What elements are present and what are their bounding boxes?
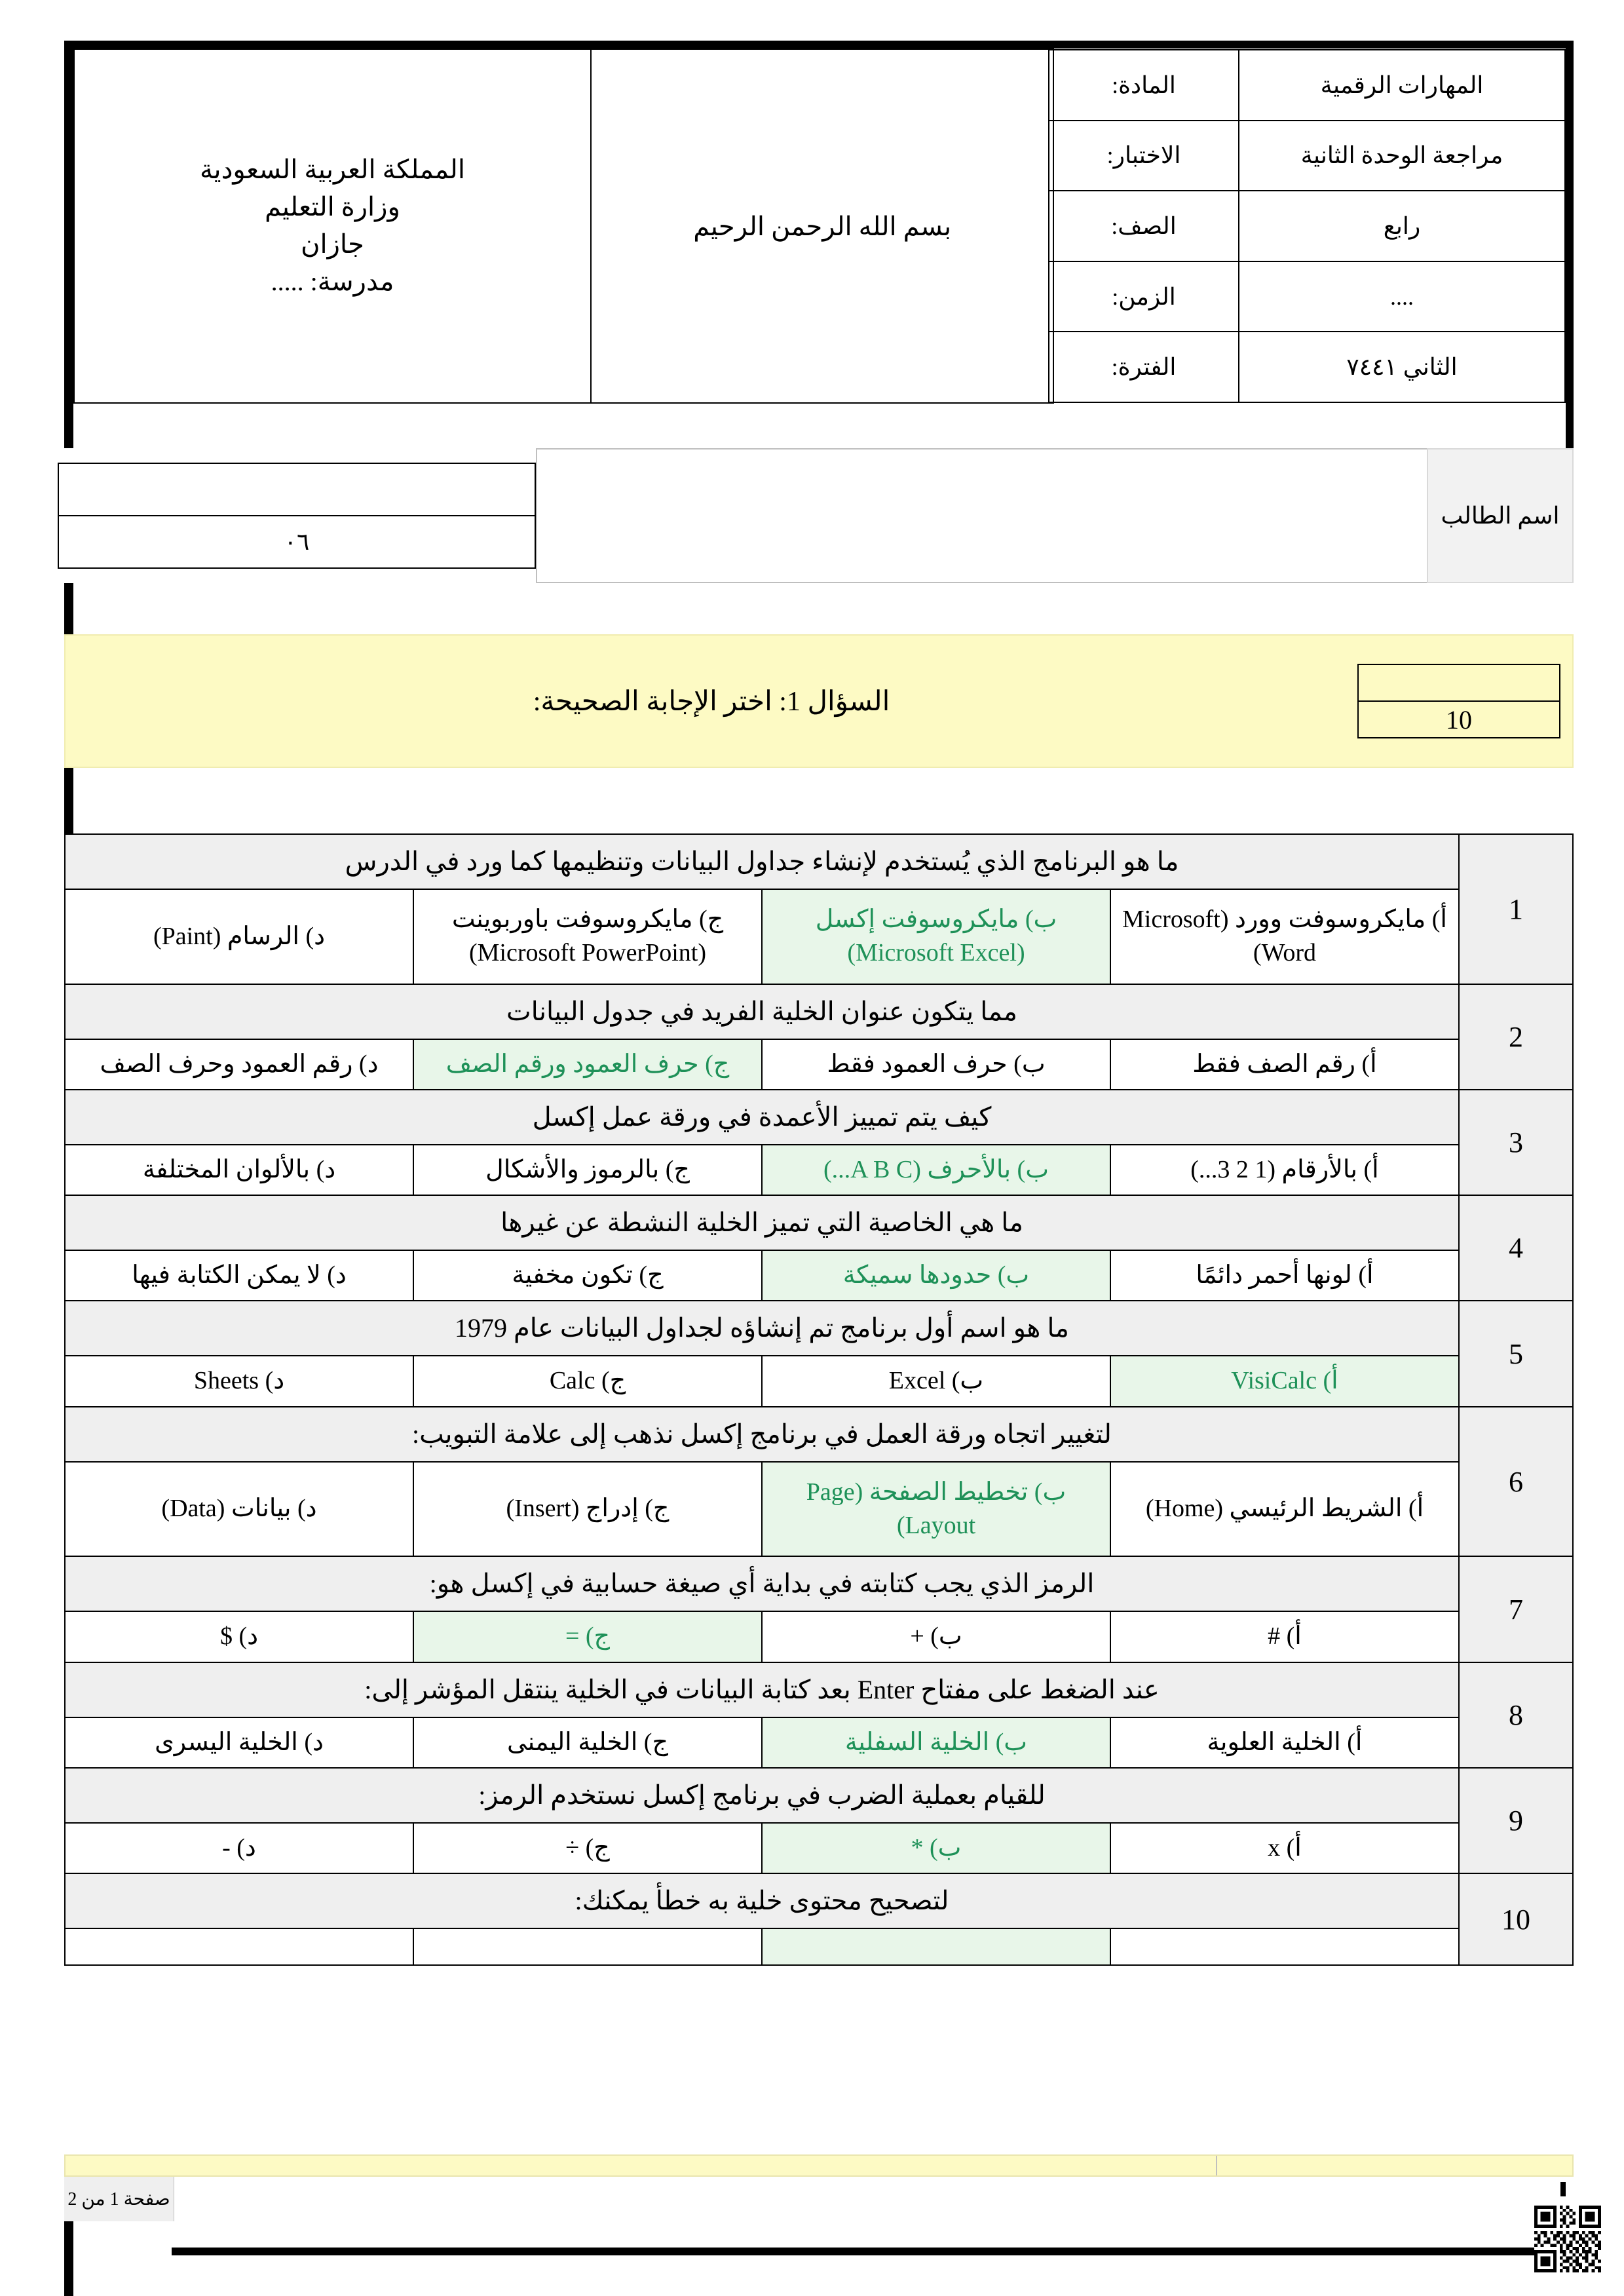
question-number: 1	[1459, 834, 1573, 984]
header-table	[73, 48, 1566, 404]
option-c-correct[interactable]: ج) =	[413, 1611, 762, 1662]
mark-value-top[interactable]	[58, 463, 535, 516]
question-text: لتصحيح محتوى خلية به خطأ يمكنك:	[65, 1873, 1459, 1928]
info-label-subject: المادة:	[1049, 50, 1239, 121]
exam-info-table	[1048, 49, 1566, 403]
option-d[interactable]	[65, 1928, 413, 1965]
page-footer	[64, 2177, 1574, 2221]
option-d[interactable]: د) Sheets	[65, 1356, 413, 1406]
option-b[interactable]: ب) حرف العمود فقط	[762, 1039, 1110, 1090]
options-row	[65, 1356, 1573, 1406]
bottom-yellow-divider	[1216, 2156, 1217, 2175]
option-b-correct[interactable]: ب) حدودها سميكة	[762, 1250, 1110, 1301]
question-row	[65, 984, 1573, 1039]
info-row-grade	[1049, 191, 1565, 261]
question1-banner	[64, 634, 1574, 768]
option-b-correct[interactable]: ب) الخلية السفلية	[762, 1717, 1110, 1768]
page-top-rule	[73, 41, 1574, 48]
option-b-correct[interactable]: ب) تخطيط الصفحة (Page Layout)	[762, 1462, 1110, 1557]
info-label-term: الفترة:	[1049, 332, 1239, 402]
question1-banner-table	[66, 636, 1572, 767]
info-row-time	[1049, 261, 1565, 332]
option-c[interactable]	[413, 1928, 762, 1965]
question-row	[65, 1768, 1573, 1823]
school-identity-block	[74, 49, 591, 403]
school-identity-line-0: المملكة العربية السعودية	[199, 155, 465, 185]
option-d[interactable]: د) الخلية اليسرى	[65, 1717, 413, 1768]
student-name-table	[58, 448, 1574, 583]
question-row	[65, 1090, 1573, 1145]
questions-table-body	[65, 834, 1573, 1965]
left-margin-bar-3	[64, 768, 73, 833]
question-number: 6	[1459, 1407, 1573, 1557]
option-b[interactable]: ب) +	[762, 1611, 1110, 1662]
question-row	[65, 1195, 1573, 1250]
option-a[interactable]: أ) الخلية العلوية	[1110, 1717, 1459, 1768]
questions-table	[64, 833, 1574, 1966]
school-identity-line-2: جازان	[301, 229, 364, 259]
qr-code-icon	[1534, 2206, 1601, 2272]
question1-banner-row	[66, 636, 1572, 767]
info-row-subject	[1049, 50, 1565, 121]
options-row	[65, 1250, 1573, 1301]
mark-row-bottom	[58, 516, 535, 568]
question-number: 7	[1459, 1556, 1573, 1662]
left-margin-bar-2	[64, 583, 73, 634]
option-c[interactable]: ج) مايكروسوفت باوربوينت (Microsoft PowerPoint)	[413, 889, 762, 984]
mark-pad-row-top	[58, 449, 535, 463]
option-a[interactable]: أ) #	[1110, 1611, 1459, 1662]
question-number: 2	[1459, 984, 1573, 1090]
question-number: 4	[1459, 1195, 1573, 1301]
info-row-exam	[1049, 121, 1565, 191]
student-name-label: اسم الطالب	[1427, 449, 1573, 583]
question-text: ما هو اسم أول برنامج تم إنشاؤه لجداول البيانات عام 1979	[65, 1301, 1459, 1356]
question1-score-table	[1357, 664, 1560, 738]
options-row	[65, 1039, 1573, 1090]
option-a[interactable]: أ) x	[1110, 1823, 1459, 1873]
question-row	[65, 834, 1573, 889]
question1-score-row-top	[1358, 664, 1560, 701]
page-bottom-rule	[172, 2248, 1574, 2255]
options-row	[65, 1145, 1573, 1195]
question1-score-total: 10	[1358, 701, 1560, 738]
question-row	[65, 1662, 1573, 1717]
question-number: 8	[1459, 1662, 1573, 1768]
student-name-strip	[64, 448, 1574, 583]
student-mark-cell	[58, 449, 537, 583]
mark-pad-bottom	[58, 568, 535, 583]
option-c[interactable]: ج) تكون مخفية	[413, 1250, 762, 1301]
student-name-row	[58, 449, 1573, 583]
options-row	[65, 1717, 1573, 1768]
option-b-correct[interactable]	[762, 1928, 1110, 1965]
school-identity-line-3: مدرسة: .....	[271, 266, 394, 296]
question1-score-row-bottom	[1358, 701, 1560, 738]
option-a[interactable]	[1110, 1928, 1459, 1965]
option-d[interactable]: د) بالألوان المختلفة	[65, 1145, 413, 1195]
info-label-grade: الصف:	[1049, 191, 1239, 261]
option-c[interactable]: ج) الخلية اليمنى	[413, 1717, 762, 1768]
question-text: ما هو البرنامج الذي يُستخدم لإنشاء جداول البيانات وتنظيمها كما ورد في الدرس	[65, 834, 1459, 889]
options-row	[65, 1928, 1573, 1965]
option-b-correct[interactable]: ب) مايكروسوفت إكسل (Microsoft Excel)	[762, 889, 1110, 984]
option-c[interactable]: ج) إدراج (Insert)	[413, 1462, 762, 1557]
option-a[interactable]: أ) مايكروسوفت وورد (Microsoft Word)	[1110, 889, 1459, 984]
info-value-term: الثاني ٧٤٤١	[1239, 332, 1565, 402]
question1-score-cell	[1357, 636, 1572, 767]
question-number: 9	[1459, 1768, 1573, 1873]
question-text: الرمز الذي يجب كتابته في بداية أي صيغة حسابية في إكسل هو:	[65, 1556, 1459, 1611]
question1-score-earned[interactable]	[1358, 664, 1560, 701]
mark-row-top	[58, 463, 535, 516]
option-d[interactable]: د) رقم العمود وحرف الصف	[65, 1039, 413, 1090]
option-b-correct[interactable]: ب) *	[762, 1823, 1110, 1873]
info-row-term	[1049, 332, 1565, 402]
info-value-time: ....	[1239, 261, 1565, 332]
option-a[interactable]: أ) الشريط الرئيسي (Home)	[1110, 1462, 1459, 1557]
question-number: 3	[1459, 1090, 1573, 1195]
options-row	[65, 889, 1573, 984]
option-b-correct[interactable]: ب) بالأحرف (A B C...)	[762, 1145, 1110, 1195]
question-text: لتغيير اتجاه ورقة العمل في برنامج إكسل نذهب إلى علامة التبويب:	[65, 1407, 1459, 1462]
question-row	[65, 1407, 1573, 1462]
option-b[interactable]: ب) Excel	[762, 1356, 1110, 1406]
option-c[interactable]: ج) بالرموز والأشكال	[413, 1145, 762, 1195]
student-name-input[interactable]	[537, 449, 1427, 583]
questions-section	[64, 833, 1574, 1966]
option-d[interactable]: د) -	[65, 1823, 413, 1873]
mark-value-bottom[interactable]: ٠٦	[58, 516, 535, 568]
options-row	[65, 1823, 1573, 1873]
options-row	[65, 1611, 1573, 1662]
option-c-correct[interactable]: ج) حرف العمود ورقم الصف	[413, 1039, 762, 1090]
info-label-time: الزمن:	[1049, 261, 1239, 332]
basmala-text: بسم الله الرحمن الرحيم	[591, 49, 1053, 403]
mark-pad-row-bottom	[58, 568, 535, 583]
qr-alignment-tick	[1560, 2182, 1566, 2196]
question-number: 5	[1459, 1301, 1573, 1406]
question-text: للقيام بعملية الضرب في برنامج إكسل نستخدم الرمز:	[65, 1768, 1459, 1823]
option-a[interactable]: أ) بالأرقام (1 2 3...)	[1110, 1145, 1459, 1195]
question-text: ما هي الخاصية التي تميز الخلية النشطة عن غيرها	[65, 1195, 1459, 1250]
right-margin-bar-1	[1566, 41, 1574, 448]
question-row	[65, 1873, 1573, 1928]
question-row	[65, 1301, 1573, 1356]
header-row	[74, 49, 1566, 403]
question-row	[65, 1556, 1573, 1611]
info-value-subject: المهارات الرقمية	[1239, 50, 1565, 121]
question-number: 10	[1459, 1873, 1573, 1965]
page-indicator: صفحة 1 من 2	[64, 2177, 174, 2221]
option-a[interactable]: أ) رقم الصف فقط	[1110, 1039, 1459, 1090]
left-margin-bar-4	[64, 2220, 73, 2296]
question-text: مما يتكون عنوان الخلية الفريد في جدول البيانات	[65, 984, 1459, 1039]
option-d[interactable]: د) لا يمكن الكتابة فيها	[65, 1250, 413, 1301]
option-a[interactable]: أ) لونها أحمر دائمًا	[1110, 1250, 1459, 1301]
option-c[interactable]: ج) ÷	[413, 1823, 762, 1873]
info-value-exam: مراجعة الوحدة الثانية	[1239, 121, 1565, 191]
info-label-exam: الاختبار:	[1049, 121, 1239, 191]
question1-banner-label: السؤال 1: اختر الإجابة الصحيحة:	[533, 687, 890, 717]
header-info-cell	[1053, 49, 1566, 403]
school-identity-line-1: وزارة التعليم	[265, 192, 400, 222]
option-d[interactable]: د) الرسام (Paint)	[65, 889, 413, 984]
document-header	[73, 48, 1566, 404]
question-text: عند الضغط على مفتاح Enter بعد كتابة البيانات في الخلية ينتقل المؤشر إلى:	[65, 1662, 1459, 1717]
left-margin-bar-1	[64, 41, 73, 448]
school-identity-lines	[200, 155, 465, 296]
option-a-correct[interactable]: أ) VisiCalc	[1110, 1356, 1459, 1406]
options-row	[65, 1462, 1573, 1557]
option-d[interactable]: د) بيانات (Data)	[65, 1462, 413, 1557]
bottom-yellow-strip	[64, 2154, 1574, 2177]
option-d[interactable]: د) $	[65, 1611, 413, 1662]
option-c[interactable]: ج) Calc	[413, 1356, 762, 1406]
info-value-grade: رابع	[1239, 191, 1565, 261]
question-text: كيف يتم تمييز الأعمدة في ورقة عمل إكسل	[65, 1090, 1459, 1145]
mark-pad-top	[58, 449, 535, 463]
total-mark-table	[58, 449, 536, 583]
